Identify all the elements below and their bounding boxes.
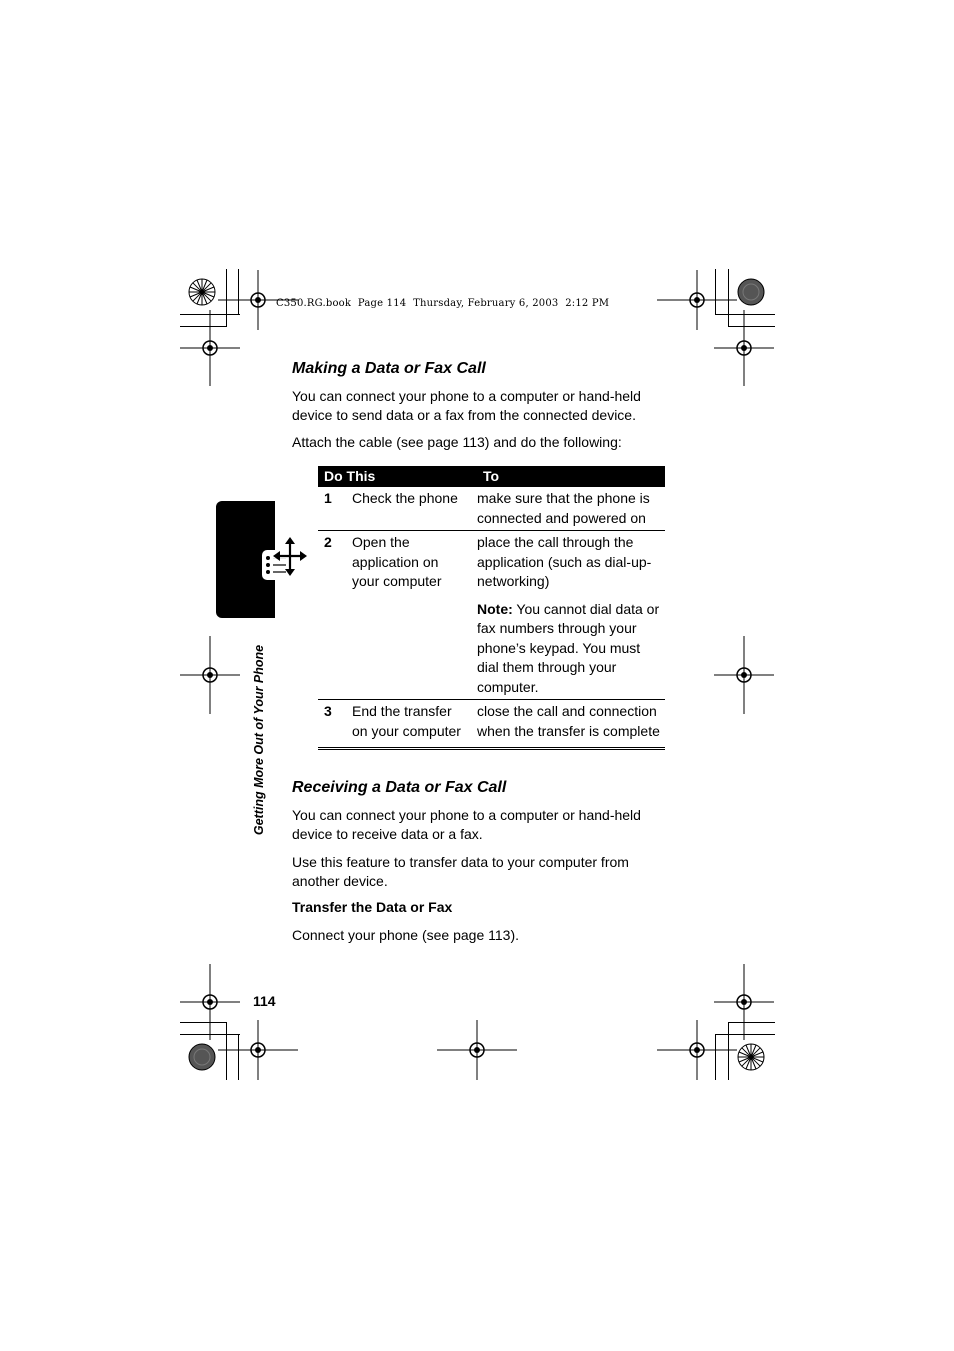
- note-text: You cannot dial data or fax numbers through your phone’s keypad. You must dial them through your computer.: [477, 600, 660, 695]
- subheading: Transfer the Data or Fax: [292, 899, 453, 915]
- paragraph: Connect your phone (see page 113).: [292, 927, 520, 943]
- menu-navigation-icon: [260, 536, 308, 584]
- step-result: place the call through the application (such as dial-up-networking): [477, 534, 652, 589]
- crosshair-icon: [657, 1020, 737, 1080]
- registration-star-icon: [188, 278, 216, 306]
- step-result: close the call and connection when the transfer is complete: [473, 700, 665, 749]
- crosshair-icon: [180, 310, 240, 386]
- step-result: make sure that the phone is connected and powered on: [473, 487, 665, 531]
- step-action: End the transfer on your computer: [352, 700, 473, 749]
- table-header-do-this: Do This: [318, 466, 473, 487]
- table-row: [318, 700, 665, 749]
- paragraph: Use this feature to transfer data to your computer from another device.: [292, 854, 629, 889]
- registration-gray-icon: [737, 278, 765, 306]
- crosshair-icon: [714, 310, 774, 386]
- step-action: Check the phone: [352, 487, 473, 531]
- crosshair-icon: [218, 1020, 298, 1080]
- side-section-label: Getting More Out of Your Phone: [252, 644, 266, 836]
- note-label: Note:: [477, 600, 513, 617]
- paragraph: You can connect your phone to a computer or hand-held device to send data or a fax from the connected device.: [292, 388, 641, 423]
- step-note: [477, 600, 661, 698]
- page-number: 114: [253, 993, 276, 1009]
- paragraph: Attach the cable (see page 113) and do the following:: [292, 434, 622, 450]
- step-result-cell: [473, 531, 665, 700]
- table-row: [318, 487, 665, 531]
- crosshair-icon: [437, 1020, 517, 1080]
- table-header-to: To: [473, 466, 665, 487]
- step-number: 1: [318, 487, 352, 531]
- table-header-row: [318, 466, 665, 487]
- table-row: [318, 531, 665, 700]
- section-heading: Making a Data or Fax Call: [292, 360, 486, 377]
- registration-star-icon: [737, 1043, 765, 1071]
- crosshair-icon: [714, 636, 774, 714]
- crosshair-icon: [180, 636, 240, 714]
- steps-table: [318, 466, 665, 750]
- paragraph: You can connect your phone to a computer or hand-held device to receive data or a fax.: [292, 807, 641, 842]
- step-number: 3: [318, 700, 352, 749]
- step-action: Open the application on your computer: [352, 531, 473, 700]
- print-slug: C350.RG.book Page 114 Thursday, February 6, 2003 2:12 PM: [276, 298, 610, 309]
- step-number: 2: [318, 531, 352, 700]
- registration-gray-icon: [188, 1043, 216, 1071]
- section-heading: Receiving a Data or Fax Call: [292, 779, 507, 796]
